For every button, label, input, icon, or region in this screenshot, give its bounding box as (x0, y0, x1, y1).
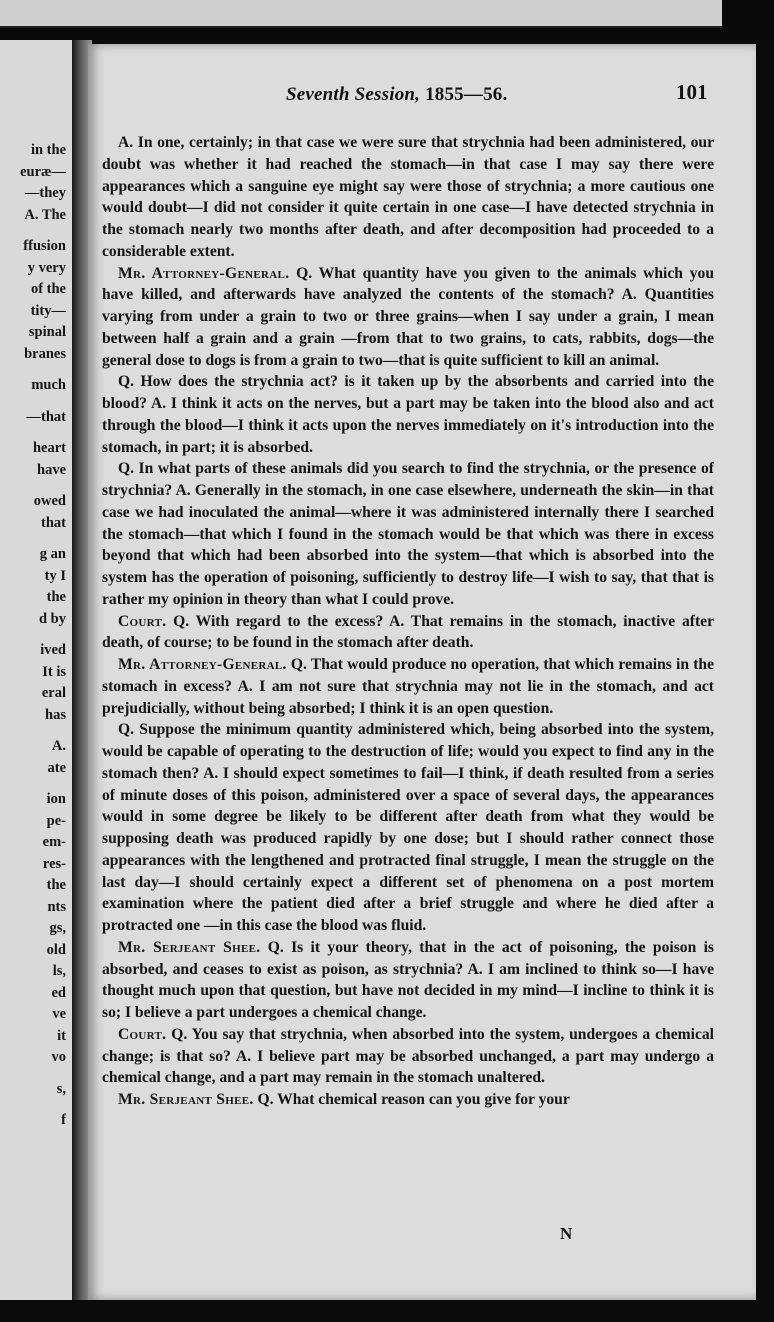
facing-page-fragment: It is (42, 663, 66, 680)
facing-page-fragment: nts (47, 898, 66, 915)
facing-page-fragment: ty I (44, 567, 66, 584)
facing-page-fragment: ed (51, 984, 66, 1001)
facing-page-fragment: —that (26, 408, 66, 425)
facing-page-fragment: gs, (49, 920, 66, 936)
facing-page-fragment: ffusion (23, 238, 66, 254)
facing-page-fragment: old (46, 941, 66, 958)
speaker-label: Mr. Serjeant Shee. (118, 938, 261, 956)
facing-page-fragment: A. The (24, 206, 66, 223)
facing-page-fragment: ate (47, 759, 66, 776)
facing-page-fragment: the (46, 589, 66, 605)
speaker-label: Mr. Attorney-General. (118, 656, 287, 673)
facing-page-fragment: em- (42, 834, 66, 850)
facing-page-fragment: y very (27, 259, 66, 276)
scanner-bottom-edge (0, 1300, 774, 1322)
facing-page-left (0, 40, 72, 1300)
facing-page-fragment: euræ— (20, 163, 66, 180)
facing-page-fragment: heart (32, 440, 66, 456)
paragraph: Q. Suppose the minimum quantity administered which, being absorbed into the system, would be capable of operating to the destruction of life; would you expect to find any in the stomach then? A. I should expect sometimes to fail—I think, if death resulted from a series of minute doses of this poison, administered over a space of several days, the appearances would in some degree be likely to be different after death from what they would be supposing death was produced rapidly by one dose; but I should rather connect those appearances with the lengthened and protracted final struggle, I mean the struggle on the last day—I should certainly expect a different set of phenomena on a post mortem examination where the patient died after a brief struggle and where he died after a protracted one —in this case the blood was fluid. (102, 721, 714, 934)
paragraph: Mr. Serjeant Shee. Q. What chemical reason can you give for your (118, 1091, 570, 1108)
facing-page-fragment: much (31, 377, 66, 393)
facing-page-fragment: of the (30, 281, 66, 297)
paragraph: Mr. Attorney-General. Q. What quantity have you given to the animals which you have killed, and afterwards have analyzed the contents of the stomach? A. Quantities varying from under a grain to two or three grains—when I say under a grain, I mean between half a grain and a grain —from that to two grains, to cats, rabbits, dogs—the general dose to dogs is from a grain to two—that is quite sufficient to kill an animal. (102, 264, 714, 369)
speaker-label: Mr. Serjeant Shee. (118, 1091, 254, 1108)
paragraph: Q. How does the strychnia act? is it taken up by the absorbents and carried into the blood? A. I think it acts on the nerves, but a part may be taken into the blood also and act through the blood—I think it acts upon the nerves immediately on it's introduction into the stomach, in part; it is absorbed. (102, 373, 714, 456)
paragraph: A. In one, certainly; in that case we were sure that strychnia had been administered, our doubt was whether it had reached the stomach—in that case I may say there were appearances which a sanguine eye might say were those of strychnia; a more cautious one would doubt—I did not consider it quite certain in one case—I have detected strychnia in the stomach nearly two months after death, and after decomposition had proceeded to a considerable extent. (102, 134, 714, 260)
facing-page-fragment: —they (24, 185, 66, 201)
facing-page-fragment: branes (24, 345, 66, 362)
facing-page-fragment: have (37, 461, 66, 478)
facing-page-fragment: the (46, 877, 66, 893)
facing-page-fragment: in the (30, 142, 66, 158)
paragraph: Mr. Attorney-General. Q. That would produce no operation, that which remains in the stomach in excess? A. I am not sure that strychnia may not lie in the stomach, and act prejudicially, without being absorbed; I think it is an open question. (102, 656, 714, 717)
facing-page-fragment: that (41, 514, 66, 531)
facing-page-fragment: ve (52, 1006, 66, 1022)
facing-page-fragment: res- (42, 855, 66, 872)
facing-page-fragment: vo (51, 1049, 66, 1065)
previous-page-edge (0, 0, 722, 28)
facing-page-fragment: g an (39, 546, 66, 562)
facing-page-fragment: A. (51, 738, 66, 754)
signature-mark: N (560, 1224, 573, 1243)
facing-page-fragment: it (57, 1027, 66, 1044)
facing-page-fragment: f (61, 1112, 66, 1128)
facing-page-fragment: d by (38, 610, 66, 627)
facing-page-fragment: tity— (30, 302, 66, 319)
paragraph: Court. Q. You say that strychnia, when absorbed into the system, undergoes a chemical change; is that so? A. I believe part may be absorbed unchanged, a part may undergo a chemical change, and a part may remain in the stomach unaltered. (102, 1025, 714, 1087)
speaker-label: Mr. Attorney-General. (118, 264, 290, 282)
facing-page-fragment: ls, (52, 963, 66, 979)
facing-page-fragment: s, (56, 1080, 66, 1097)
facing-page-fragment: ion (46, 791, 66, 807)
facing-page-fragment: has (45, 706, 66, 723)
facing-page-fragment: pe- (46, 812, 66, 829)
paragraph: Mr. Serjeant Shee. Q. Is it your theory, that in the act of poisoning, the poison is absorbed, and ceases to exist as poison, as strychnia? A. I am inclined to think so—I have thought much upon that question, but have not decided in my mind—I incline to think it is so; I believe a part undergoes a chemical change. (102, 938, 714, 1021)
facing-page-fragment: owed (33, 493, 66, 509)
speaker-label: Court. (118, 1025, 167, 1043)
facing-page-fragment: spinal (28, 324, 66, 340)
page-number: 101 (676, 80, 708, 104)
facing-page-fragment: eral (41, 685, 66, 701)
testimony-text (102, 132, 714, 1111)
paragraph: Court. Q. With regard to the excess? A. That remains in the stomach, inactive after death, of course; to be found in the stomach after death. (102, 612, 715, 652)
facing-page-fragment: ived (40, 642, 66, 658)
page-header (88, 80, 728, 110)
page-101 (88, 44, 756, 1300)
speaker-label: Court. (118, 612, 167, 630)
paragraph: Q. In what parts of these animals did you search to find the strychnia, or the presence of strychnia? A. Generally in the stomach, in one case elsewhere, underneath the skin—in that case we had inoculated the animal—where it was administered internally there I searched the stomach—that which I found in the stomach would be that which was there in excess beyond that which had been absorbed into the system—that which is absorbed into the system has the operation of poisoning, sufficiently to destroy life—I wish to say, that that is rather my opinion in theory than what I could prove. (102, 460, 714, 608)
running-title: Seventh Session, 1855—56. (286, 84, 508, 105)
